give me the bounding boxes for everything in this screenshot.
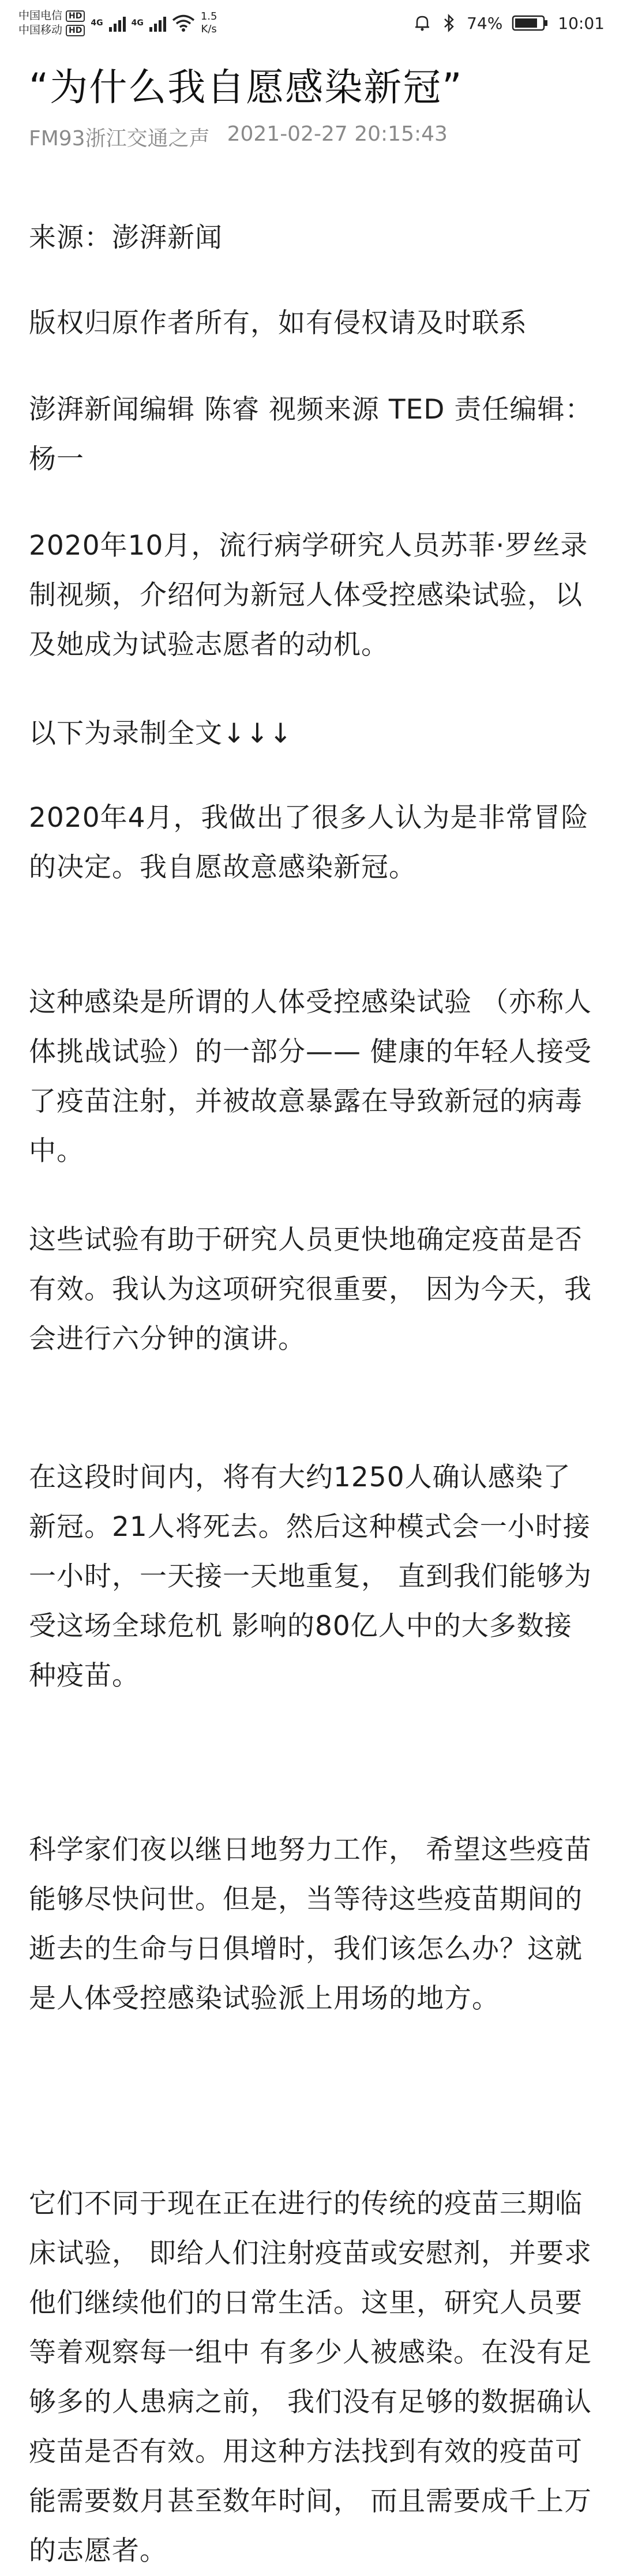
bell-icon	[414, 14, 431, 32]
paragraph-body: 以下为录制全文↓↓↓	[29, 718, 293, 750]
carrier-info	[18, 9, 85, 37]
carrier-1-name: 中国电信	[18, 9, 63, 22]
signal-bars-2-icon	[149, 14, 166, 32]
paragraph-body: 2020年10月，流行病学研究人员苏菲·罗丝录制视频，介绍何为新冠人体受控感染试验，以及她成为试验志愿者的动机。	[29, 530, 588, 661]
signal-bars-1-icon	[109, 14, 126, 32]
bluetooth-icon	[440, 14, 457, 32]
article-meta	[29, 122, 594, 152]
status-left	[18, 9, 217, 37]
network-type-2: 4G	[131, 18, 144, 28]
speed-value: 1.5	[200, 10, 217, 22]
carrier-2-name: 中国移动	[18, 24, 63, 36]
carrier-line-1	[18, 9, 85, 23]
battery-percent: 74%	[467, 13, 503, 33]
paragraph-body: 2020年4月，我做出了很多人认为是非常冒险的决定。我自愿故意感染新冠。	[29, 802, 589, 883]
article-title: “为什么我自愿感染新冠”	[29, 65, 463, 110]
paragraph-body: 这种感染是所谓的人体受控感染试验 （亦称人体挑战试验）的一部分—— 健康的年轻人接受了疫苗注射，并被故意暴露在导致新冠的病毒中。	[29, 986, 592, 1167]
paragraph-source: 来源：澎湃新闻	[29, 222, 223, 254]
paragraph-body: 它们不同于现在正在进行的传统的疫苗三期临床试验， 即给人们注射疫苗或安慰剂，并要求他们继续他们的日常生活。这里，研究人员要等着观察每一组中 有多少人被感染。在没有足够多的人患病之前， 我们没有足够的数据确认疫苗是否有效。用这种方法找到有效的疫苗可能需要数月甚至数年时间， 而且需要成千上万的志愿者。	[29, 2188, 592, 2567]
status-bar	[0, 0, 623, 46]
network-speed	[201, 10, 217, 36]
publish-datetime: 2021-02-27 20:15:43	[227, 122, 448, 146]
paragraph-body: 在这段时间内，将有大约1250人确认感染了新冠。21人将死去。然后这种模式会一小时接一小时，一天接一天地重复， 直到我们能够为受这场全球危机 影响的80亿人中的大多数接种疫苗。	[29, 1462, 592, 1692]
article	[29, 63, 594, 2567]
paragraph-body: 科学家们夜以继日地努力工作， 希望这些疫苗能够尽快问世。但是，当等待这些疫苗期间的逝去的生命与日俱增时，我们该怎么办？这就是人体受控感染试验派上用场的地方。	[29, 1834, 592, 2014]
clock-time: 10:01	[558, 13, 605, 33]
status-right	[414, 14, 605, 33]
hd-badge-2: HD	[66, 25, 85, 36]
speed-unit: K/s	[201, 23, 217, 35]
wifi-icon	[172, 14, 195, 32]
battery-icon	[512, 14, 549, 32]
source-name[interactable]: FM93浙江交通之声	[29, 127, 210, 150]
paragraph-body: 这些试验有助于研究人员更快地确定疫苗是否有效。我认为这项研究很重要， 因为今天，我会进行六分钟的演讲。	[29, 1224, 592, 1355]
carrier-line-2	[18, 23, 85, 37]
paragraph-editors: 澎湃新闻编辑 陈睿 视频来源 TED 责任编辑：杨一	[29, 394, 593, 475]
network-type-1: 4G	[91, 18, 103, 28]
paragraph-copyright: 版权归原作者所有，如有侵权请及时联系	[29, 307, 527, 339]
hd-badge: HD	[66, 10, 85, 22]
